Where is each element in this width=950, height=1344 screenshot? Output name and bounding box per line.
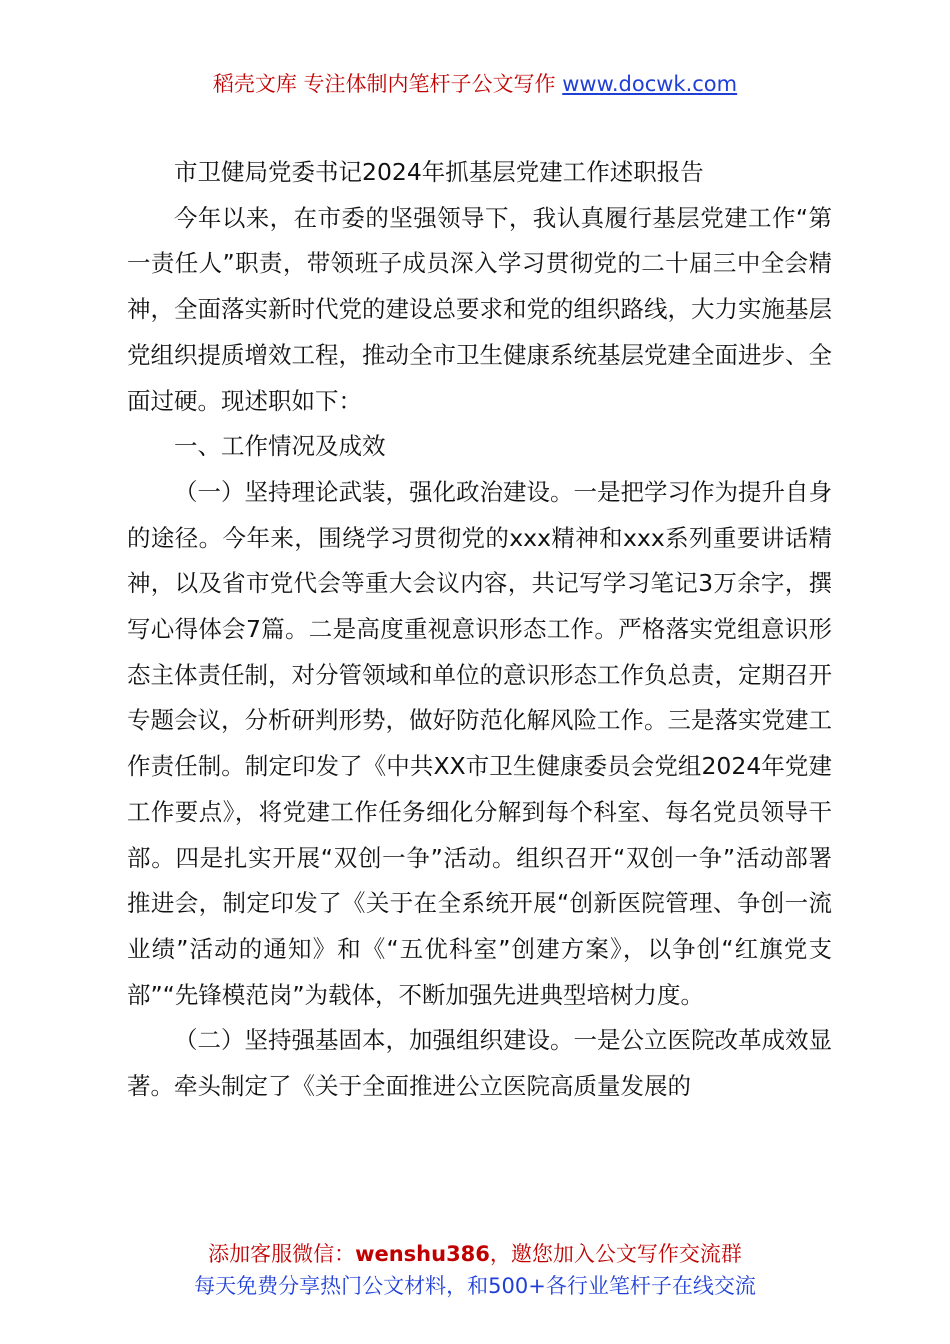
footer-line-2: 每天免费分享热门公文材料，和500+各行业笔杆子在线交流 — [194, 1274, 756, 1298]
section-heading: 一、工作情况及成效 — [174, 432, 386, 461]
footer-line-1 — [0, 1238, 950, 1270]
footer-line-1-prefix: 添加客服微信： — [208, 1242, 356, 1266]
subsection-paragraph-1: （一）坚持理论武装，强化政治建设。一是把学习作为提升自身的途径。今年来，围绕学习贯彻党的xxx精神和xxx系列重要讲话精神，以及省市党代会等重大会议内容，共记写学习笔记3万余字，撰写心得体会7篇。二是高度重视意识形态工作。严格落实党组意识形态主体责任制，对分管领域和单位的意识形态工作负总责，定期召开专题会议，分析研判形势，做好防范化解风险工作。三是落实党建工作责任制。制定印发了《中共XX市卫生健康委员会党组2024年党建工作要点》，将党建工作任务细化分解到每个科室、每名党员领导干部。四是扎实开展“双创一争”活动。组织召开“双创一争”活动部署推进会，制定印发了《关于在全系统开展“创新医院管理、争创一流业绩”活动的通知》和《“五优科室”创建方案》，以争创“红旗党支部”“先锋模范岗”为载体，不断加强先进典型培树力度。 — [127, 477, 832, 1009]
intro-paragraph: 今年以来，在市委的坚强领导下，我认真履行基层党建工作“第一责任人”职责，带领班子成员深入学习贯彻党的二十届三中全会精神，全面落实新时代党的建设总要求和党的组织路线，大力实施基层党组织提质增效工程，推动全市卫生健康系统基层党建全面进步、全面过硬。现述职如下： — [127, 203, 832, 415]
site-header — [0, 68, 950, 100]
document-body — [127, 150, 832, 1110]
site-url-link[interactable]: www.docwk.com — [562, 72, 738, 96]
header-brand-text: 稻壳文库 专注体制内笔杆子公文写作 — [212, 72, 556, 96]
subsection-paragraph-2: （二）坚持强基固本，加强组织建设。一是公立医院改革成效显著。牵头制定了《关于全面推进公立医院高质量发展的 — [127, 1026, 832, 1101]
wechat-id: wenshu386 — [355, 1242, 490, 1266]
footer-line-1-suffix: ，邀您加入公文写作交流群 — [489, 1242, 742, 1266]
promo-footer — [0, 1238, 950, 1302]
document-title: 市卫健局党委书记2024年抓基层党建工作述职报告 — [174, 158, 704, 186]
